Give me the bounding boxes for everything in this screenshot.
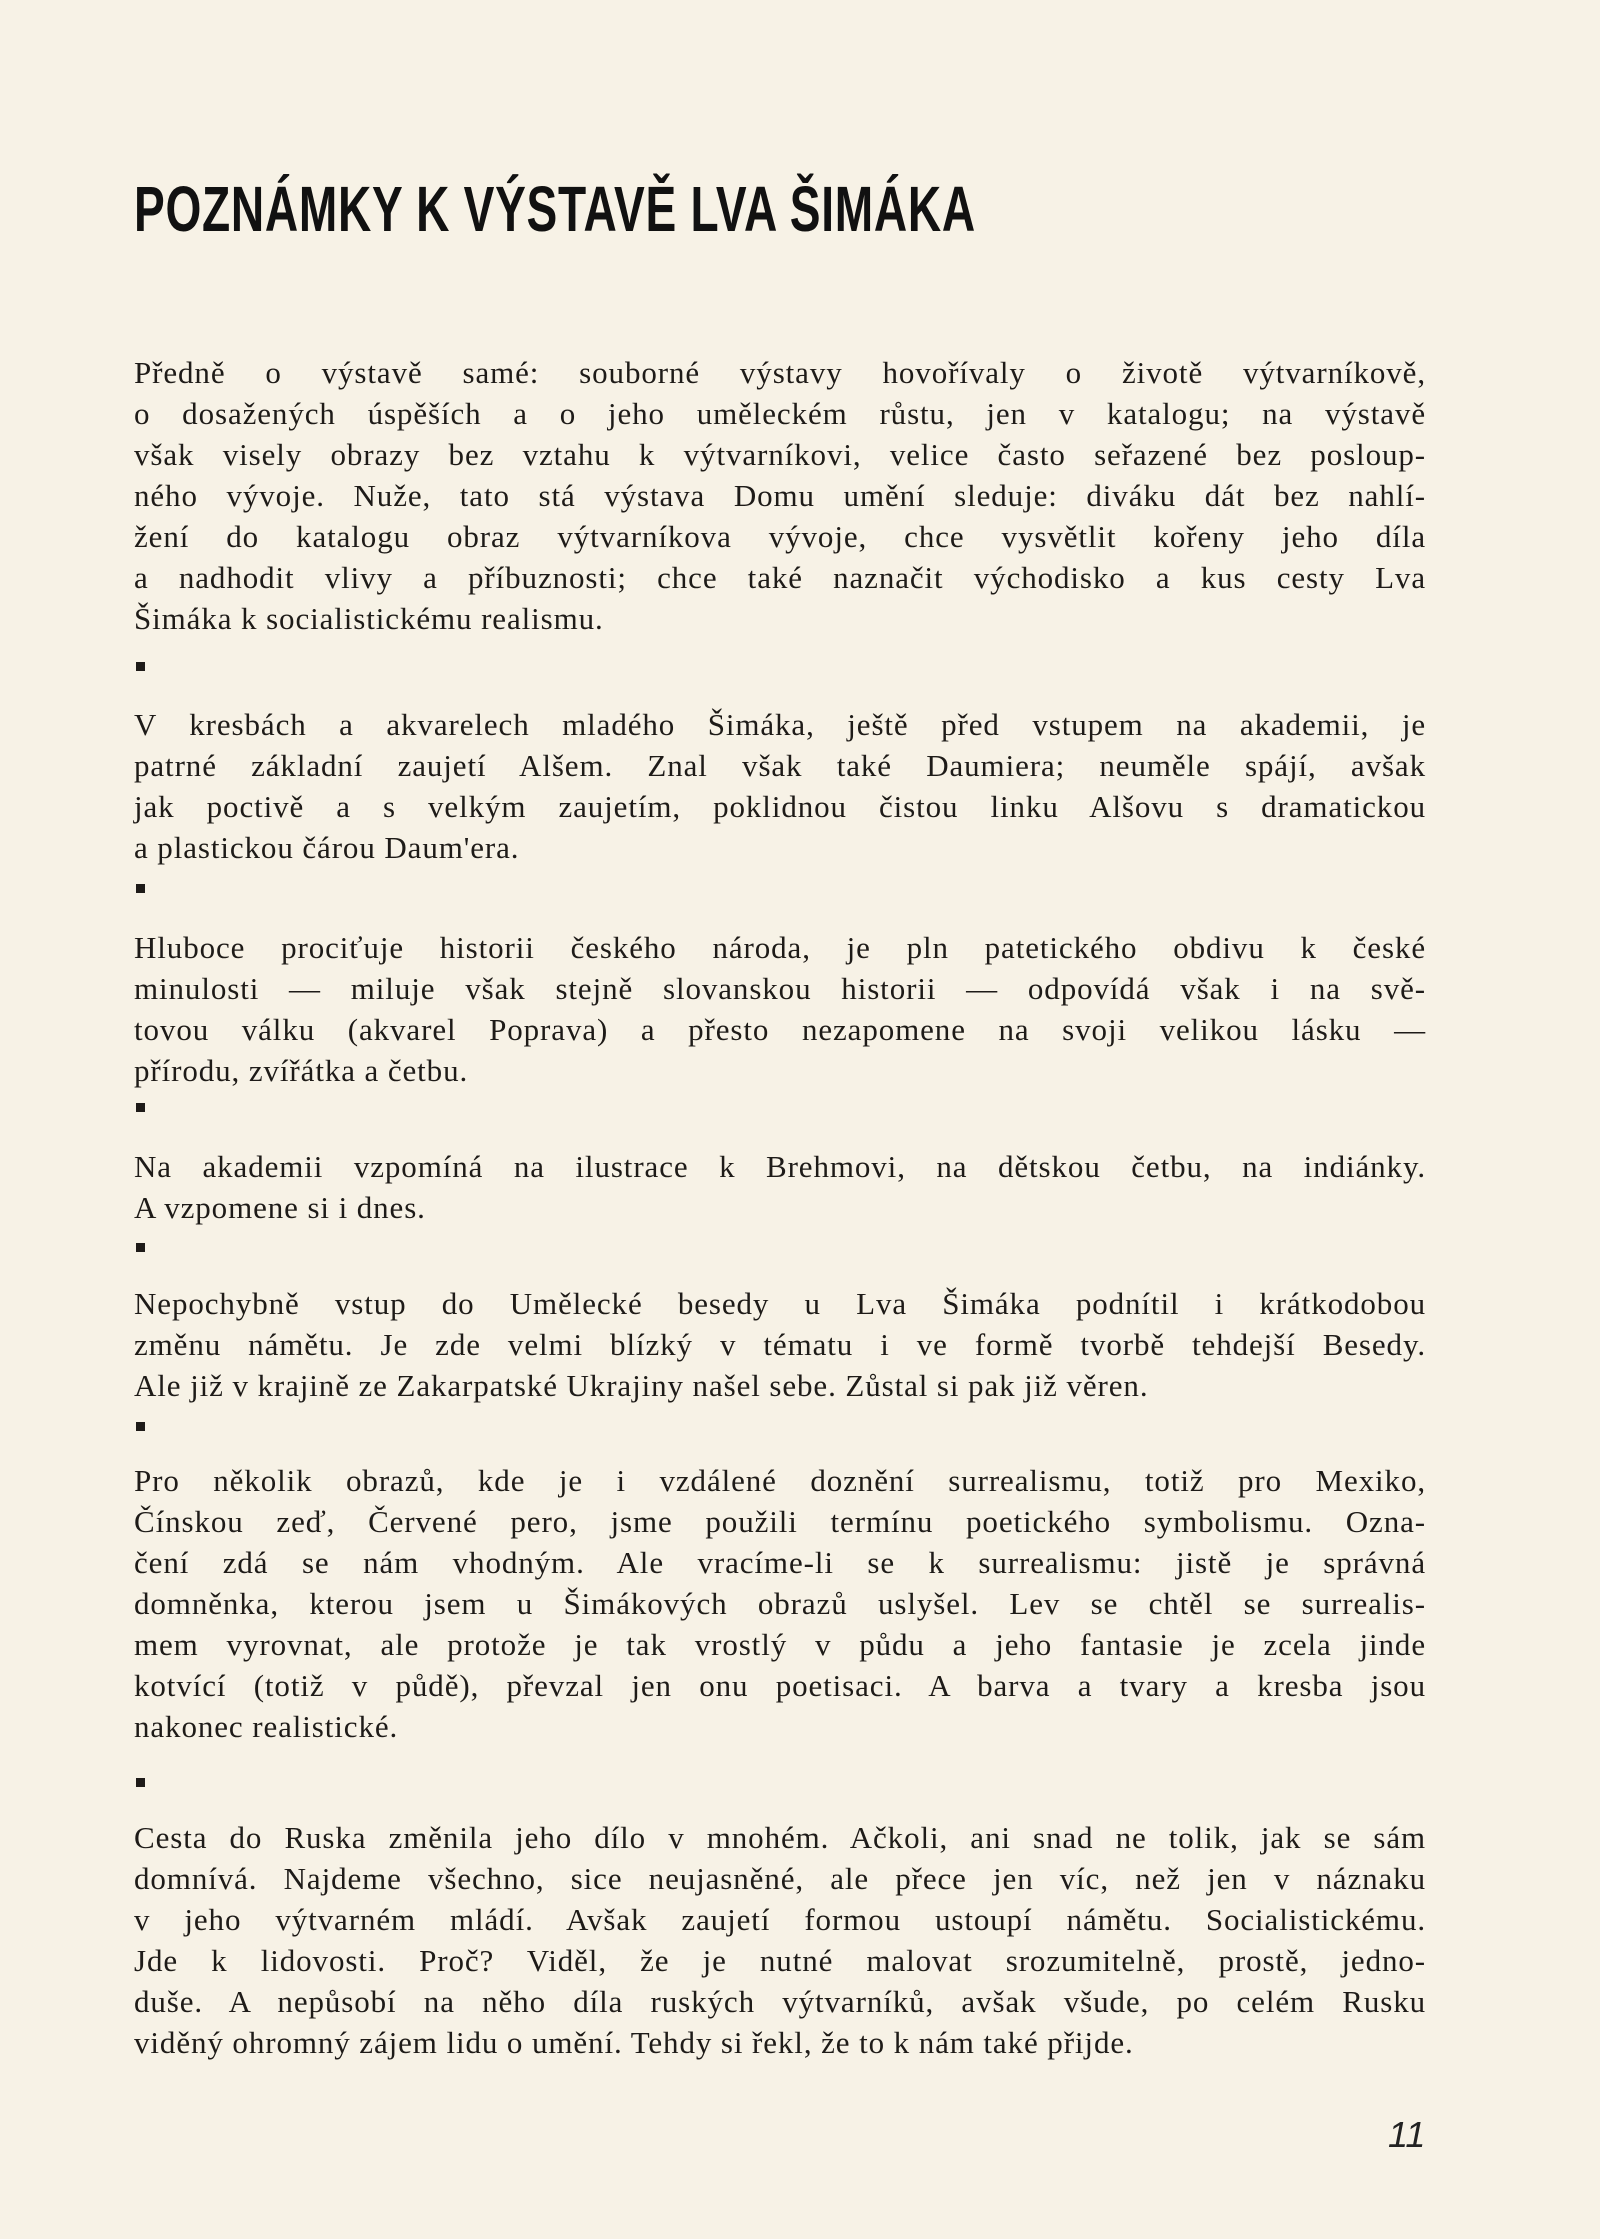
- paragraph: [134, 704, 1426, 868]
- section-separator-bullet: [136, 1243, 145, 1252]
- section-separator-bullet: [136, 884, 145, 893]
- text-line: však visely obrazy bez vztahu k výtvarníkovi, velice často seřazené bez posloup-: [134, 437, 1426, 472]
- section-separator-bullet: [136, 1422, 145, 1431]
- text-line: Ale již v krajině ze Zakarpatské Ukrajiny našel sebe. Zůstal si pak již věren.: [134, 1368, 1149, 1403]
- text-line: duše. A nepůsobí na něho díla ruských výtvarníků, avšak všude, po celém Rusku: [134, 1984, 1426, 2019]
- text-line: o dosažených úspěších a o jeho uměleckém růstu, jen v katalogu; na výstavě: [134, 396, 1426, 431]
- text-line: Cesta do Ruska změnila jeho dílo v mnohém. Ačkoli, ani snad ne tolik, jak se sám: [134, 1820, 1426, 1855]
- section-separator-bullet: [136, 662, 145, 671]
- text-line: Šimáka k socialistickému realismu.: [134, 601, 604, 636]
- text-line: kotvící (totiž v půdě), převzal jen onu poetisaci. A barva a tvary a kresba jsou: [134, 1668, 1426, 1703]
- page-number: 11: [1388, 2114, 1426, 2155]
- text-line: Jde k lidovosti. Proč? Viděl, že je nutné malovat srozumitelně, prostě, jedno-: [134, 1943, 1426, 1978]
- page-title: POZNÁMKY K VÝSTAVĚ LVA ŠIMÁKA: [134, 173, 976, 245]
- text-line: přírodu, zvířátka a četbu.: [134, 1053, 469, 1088]
- paragraph: [134, 1460, 1426, 1747]
- section-separator-bullet: [136, 1103, 145, 1112]
- text-line: čení zdá se nám vhodným. Ale vracíme-li se k surrealismu: jistě je správná: [134, 1545, 1426, 1580]
- text-line: v jeho výtvarném mládí. Avšak zaujetí formou ustoupí námětu. Socialistickému.: [134, 1902, 1426, 1937]
- paragraph: [134, 927, 1426, 1091]
- paragraph: [134, 1283, 1426, 1406]
- text-line: změnu námětu. Je zde velmi blízký v tématu i ve formě tvorbě tehdejší Besedy.: [134, 1327, 1426, 1362]
- text-line: mem vyrovnat, ale protože je tak vrostlý v půdu a jeho fantasie je zcela jinde: [134, 1627, 1426, 1662]
- text-line: viděný ohromný zájem lidu o umění. Tehdy si řekl, že to k nám také přijde.: [134, 2025, 1134, 2060]
- text-line: žení do katalogu obraz výtvarníkova vývoje, chce vysvětlit kořeny jeho díla: [134, 519, 1426, 554]
- text-line: jak poctivě a s velkým zaujetím, poklidnou čistou linku Alšovu s dramatickou: [134, 789, 1426, 824]
- text-line: A vzpomene si i dnes.: [134, 1190, 426, 1225]
- text-line: Pro několik obrazů, kde je i vzdálené doznění surrealismu, totiž pro Mexiko,: [134, 1463, 1426, 1498]
- text-line: a plastickou čárou Daum'era.: [134, 830, 520, 865]
- text-line: Na akademii vzpomíná na ilustrace k Brehmovi, na dětskou četbu, na indiánky.: [134, 1149, 1426, 1184]
- text-line: patrné základní zaujetí Alšem. Znal však také Daumiera; neuměle spájí, avšak: [134, 748, 1426, 783]
- text-line: V kresbách a akvarelech mladého Šimáka, ještě před vstupem na akademii, je: [134, 707, 1426, 742]
- text-line: ného vývoje. Nuže, tato stá výstava Domu umění sleduje: diváku dát bez nahlí-: [134, 478, 1426, 513]
- text-line: Čínskou zeď, Červené pero, jsme použili termínu poetického symbolismu. Ozna-: [134, 1504, 1426, 1539]
- text-line: a nadhodit vlivy a příbuznosti; chce také naznačit východisko a kus cesty Lva: [134, 560, 1426, 595]
- text-line: tovou válku (akvarel Poprava) a přesto nezapomene na svoji velikou lásku —: [134, 1012, 1426, 1047]
- text-line: nakonec realistické.: [134, 1709, 399, 1744]
- paragraph: [134, 1817, 1426, 2063]
- text-line: Hluboce prociťuje historii českého národa, je pln patetického obdivu k české: [134, 930, 1426, 965]
- text-line: Předně o výstavě samé: souborné výstavy hovořívaly o životě výtvarníkově,: [134, 355, 1426, 390]
- paragraph: [134, 352, 1426, 639]
- text-line: minulosti — miluje však stejně slovanskou historii — odpovídá však i na svě-: [134, 971, 1426, 1006]
- text-line: domněnka, kterou jsem u Šimákových obrazů uslyšel. Lev se chtěl se surrealis-: [134, 1586, 1426, 1621]
- text-line: domnívá. Najdeme všechno, sice neujasněné, ale přece jen víc, než jen v náznaku: [134, 1861, 1426, 1896]
- paragraph: [134, 1146, 1426, 1228]
- text-line: Nepochybně vstup do Umělecké besedy u Lva Šimáka podnítil i krátkodobou: [134, 1286, 1426, 1321]
- section-separator-bullet: [136, 1778, 145, 1787]
